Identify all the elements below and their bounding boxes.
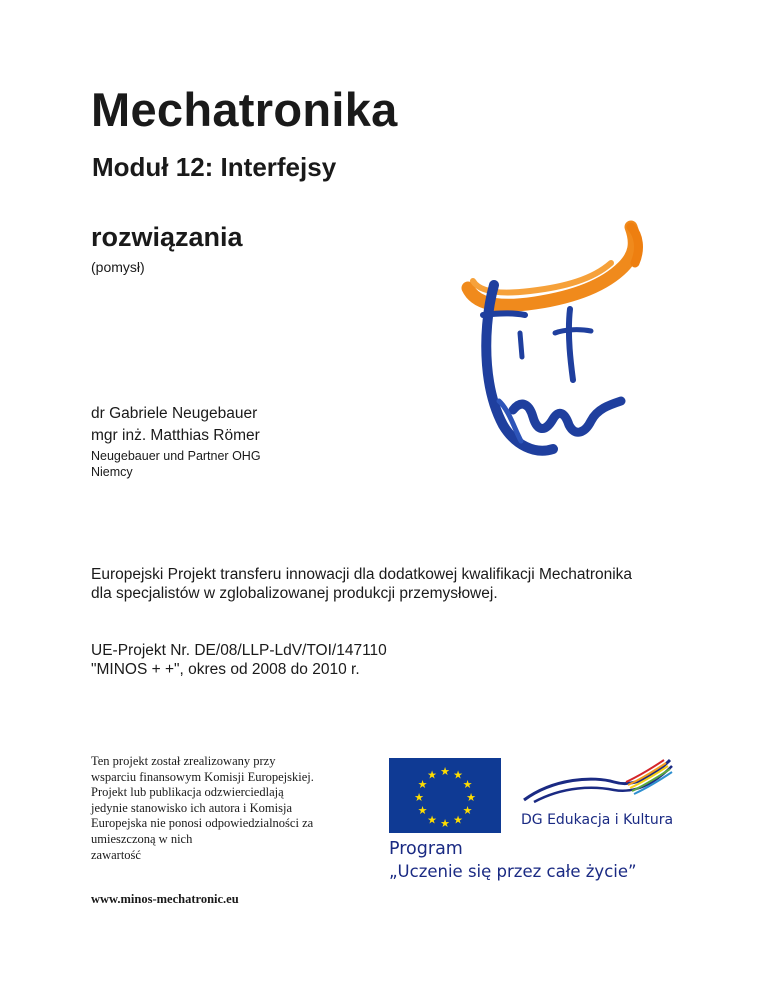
svg-text:★: ★ (440, 765, 450, 778)
svg-text:★: ★ (414, 791, 424, 804)
funding-disclaimer: Ten projekt został zrealizowany przy wsparciu finansowym Komisji Europejskiej. Projekt lub publikacja odzwierciedlają jedynie stanowisko ich autora i Komisja Europejska nie ponosi odpowiedzialności za umieszczoną w nich zawartość (91, 754, 314, 862)
module-subtitle: Moduł 12: Interfejsy (92, 152, 337, 182)
company-country: Niemcy (91, 465, 133, 479)
eu-project-info (91, 642, 651, 680)
svg-text:★: ★ (462, 804, 473, 817)
lifelong-learning-swoosh-icon (514, 758, 674, 808)
svg-text:★: ★ (440, 817, 450, 830)
project-description: Europejski Projekt transferu innowacji dla dodatkowej kwalifikacji Mechatronika dla specjalistów w zglobalizowanej produkcji przemysłowej. (91, 566, 633, 602)
eu-project-number: UE-Projekt Nr. DE/08/LLP-LdV/TOI/147110 (91, 642, 387, 659)
dg-label: DG Edukacja i Kultura (521, 812, 674, 828)
svg-text:★: ★ (427, 813, 437, 827)
program-label: Program (389, 839, 463, 859)
company-name: Neugebauer und Partner OHG (91, 449, 261, 463)
document-title: Mechatronika (91, 83, 398, 136)
svg-text:★: ★ (427, 768, 437, 782)
author-2: mgr inż. Matthias Römer (91, 427, 260, 444)
svg-text:★: ★ (466, 791, 476, 804)
svg-text:★: ★ (417, 778, 428, 791)
author-1: dr Gabriele Neugebauer (91, 405, 258, 422)
svg-text:★: ★ (417, 804, 428, 817)
eu-flag (389, 758, 501, 833)
program-name: „Uczenie się przez całe życie” (389, 862, 637, 881)
section-heading: rozwiązania (91, 222, 243, 252)
face-illustration (425, 205, 670, 470)
svg-text:★: ★ (462, 778, 473, 791)
heading-note: (pomysł) (91, 259, 145, 275)
svg-text:★: ★ (453, 813, 463, 827)
eu-project-period: "MINOS + +", okres od 2008 do 2010 r. (91, 660, 360, 678)
svg-text:★: ★ (453, 768, 463, 782)
website-url[interactable]: www.minos-mechatronic.eu (91, 892, 239, 906)
eu-stars-icon (389, 758, 501, 833)
